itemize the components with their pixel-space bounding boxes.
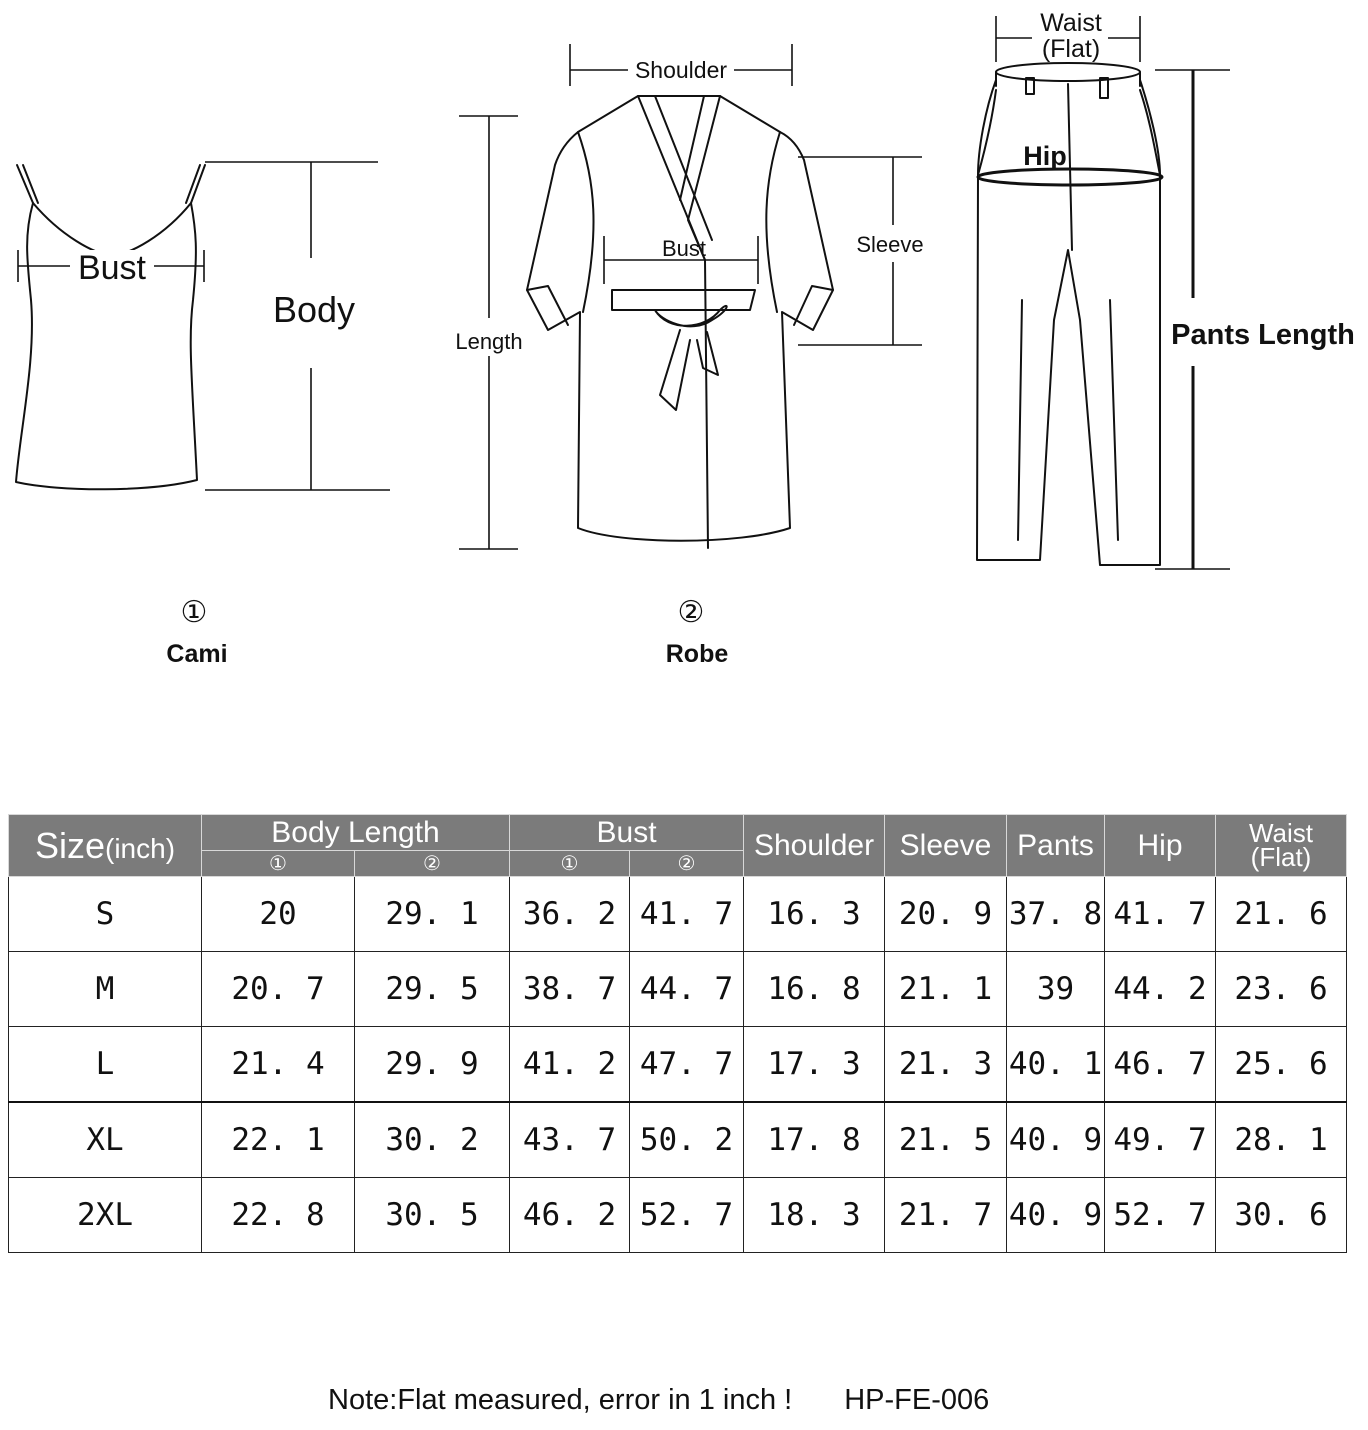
body-length-robe-cell: 30. 5 [355,1178,510,1253]
robe-length-label: Length [455,329,523,354]
subheader-body-robe-label: ② [423,852,441,875]
bust-robe-cell: 41. 7 [630,877,744,952]
size-cell: S [9,877,202,952]
body-length-cami-cell: 20 [202,877,355,952]
header-pants [1007,815,1105,877]
hip-cell: 49. 7 [1105,1102,1216,1178]
table-header-row [9,815,1347,851]
subheader-bust-cami-label: ① [560,852,579,875]
robe-body [527,96,833,541]
pants-illustration [977,9,1355,569]
header-waist-stack [1248,817,1314,873]
sleeve-cell: 21. 3 [885,1027,1007,1103]
hip-cell: 52. 7 [1105,1178,1216,1253]
body-length-cami-cell: 21. 4 [202,1027,355,1103]
subheader-body-cami [202,851,355,877]
pants-waistband [996,63,1140,81]
robe-sleeve-label: Sleeve [856,232,924,257]
table-row-l [9,1027,1347,1103]
table-row-m [9,952,1347,1027]
robe-cuff-right [794,286,833,325]
pants-cell: 40. 9 [1007,1102,1105,1178]
header-hip [1105,815,1216,877]
pants-cell: 37. 8 [1007,877,1105,952]
body-length-robe-cell: 29. 9 [355,1027,510,1103]
header-sleeve-label: Sleeve [899,828,992,862]
header-waist [1216,815,1347,877]
body-length-cami-cell: 22. 8 [202,1178,355,1253]
header-bust [510,815,744,851]
header-bust-label: Bust [596,815,657,849]
waist-cell: 21. 6 [1216,877,1347,952]
sleeve-cell: 21. 7 [885,1178,1007,1253]
header-hip-label: Hip [1137,828,1183,862]
shoulder-cell: 18. 3 [744,1178,885,1253]
pants-length-label: Pants Length [1171,319,1355,351]
size-chart-table [8,814,1347,1253]
pants-outline [977,80,1160,565]
body-length-cami-cell: 22. 1 [202,1102,355,1178]
sleeve-cell: 20. 9 [885,877,1007,952]
pants-pocket-left [978,90,996,175]
pants-cell: 40. 1 [1007,1027,1105,1103]
body-length-robe-cell: 30. 2 [355,1102,510,1178]
header-body-length-label: Body Length [271,815,440,849]
robe-armhole-left [578,132,594,312]
bust-cami-cell: 43. 7 [510,1102,630,1178]
cami-bust-label: Bust [77,249,147,287]
shoulder-cell: 17. 3 [744,1027,885,1103]
cami-name: Cami [166,640,228,668]
robe-belt-tail-right [697,332,718,375]
header-size [9,815,202,877]
note-text: Note:Flat measured, error in 1 inch ! [328,1384,793,1416]
waist-cell: 30. 6 [1216,1178,1347,1253]
header-sleeve [885,815,1007,877]
sleeve-cell: 21. 5 [885,1102,1007,1178]
table-row-xl [9,1102,1347,1178]
robe-lapel-right-inner [680,96,704,200]
bust-cami-cell: 41. 2 [510,1027,630,1103]
robe-belt [612,290,755,310]
shoulder-cell: 17. 8 [744,1102,885,1178]
body-length-robe-cell: 29. 1 [355,877,510,952]
pants-hip-label: Hip [1023,141,1067,171]
robe-belt-tail-left [660,330,690,410]
robe-illustration [455,44,923,668]
pants-crease-left [1018,300,1022,540]
waist-cell: 23. 6 [1216,952,1347,1027]
header-pants-label: Pants [1017,828,1094,862]
subheader-bust-robe-label: ② [677,852,696,875]
bust-robe-cell: 44. 7 [630,952,744,1027]
pants-waist-label: Waist [1040,9,1102,37]
hip-cell: 46. 7 [1105,1027,1216,1103]
header-waist-label: Waist [1248,817,1314,848]
bust-cami-cell: 36. 2 [510,877,630,952]
cami-body [16,203,197,489]
header-body-length [202,815,510,851]
header-size-label: Size [34,824,105,866]
waist-cell: 25. 6 [1216,1027,1347,1103]
pants-fly [1068,84,1072,250]
cami-body-label: Body [272,289,356,330]
bust-cami-cell: 46. 2 [510,1178,630,1253]
subheader-body-cami-label: ① [269,852,287,875]
waist-cell: 28. 1 [1216,1102,1347,1178]
subheader-bust-cami [510,851,630,877]
robe-bust-label: Bust [661,236,707,261]
pants-cell: 39 [1007,952,1105,1027]
size-cell: 2XL [9,1178,202,1253]
table-row-s [9,877,1347,952]
bust-robe-cell: 52. 7 [630,1178,744,1253]
header-size-unit: (inch) [105,832,176,864]
robe-lapel-left-inner [655,96,712,240]
size-cell: M [9,952,202,1027]
header-shoulder [744,815,885,877]
measurement-note [328,1384,989,1417]
sleeve-cell: 21. 1 [885,952,1007,1027]
product-code: HP-FE-006 [844,1384,990,1416]
subheader-bust-robe [630,851,744,877]
body-length-cami-cell: 20. 7 [202,952,355,1027]
pants-pocket-right [1140,90,1160,175]
table-row-2xl [9,1178,1347,1253]
header-waist-sub-label: (Flat) [1250,842,1312,873]
cami-number: ① [180,596,208,629]
robe-cuff-left [527,286,568,325]
cami-illustration [16,162,390,668]
hip-cell: 44. 2 [1105,952,1216,1027]
header-shoulder-label: Shoulder [753,828,875,862]
subheader-body-robe [355,851,510,877]
shoulder-cell: 16. 3 [744,877,885,952]
pants-waist-sub-label: (Flat) [1041,35,1101,63]
robe-shoulder-label: Shoulder [634,57,728,83]
size-cell: L [9,1027,202,1103]
robe-belt-bow [655,306,727,326]
shoulder-cell: 16. 8 [744,952,885,1027]
robe-number: ② [677,596,705,629]
robe-name: Robe [665,640,729,668]
hip-cell: 41. 7 [1105,877,1216,952]
pants-cell: 40. 9 [1007,1178,1105,1253]
robe-armhole-right [766,132,780,312]
bust-cami-cell: 38. 7 [510,952,630,1027]
pants-crease-right [1110,300,1118,540]
bust-robe-cell: 47. 7 [630,1027,744,1103]
bust-robe-cell: 50. 2 [630,1102,744,1178]
body-length-robe-cell: 29. 5 [355,952,510,1027]
size-cell: XL [9,1102,202,1178]
